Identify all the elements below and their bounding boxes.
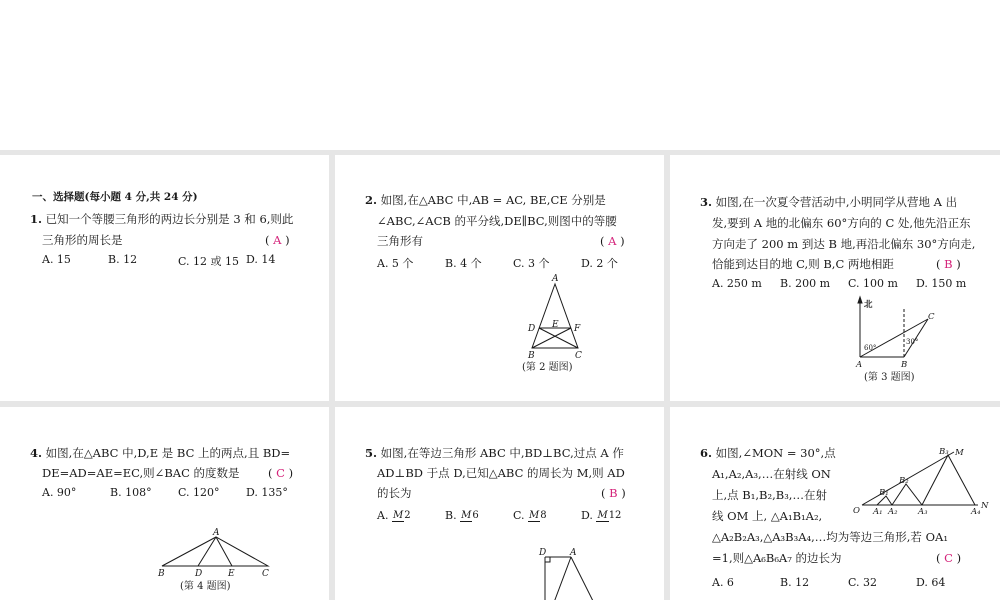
figure-2-caption: (第 2 题图): [522, 362, 573, 373]
question-1-text-2: 三角形的周长是: [42, 233, 123, 247]
question-3-answer-slot: ( B ): [936, 257, 961, 271]
option-d: D. 14: [246, 253, 276, 266]
figure-3-caption: (第 3 题图): [864, 372, 915, 383]
label-e: E: [552, 320, 559, 330]
question-3-number: 3.: [700, 195, 713, 209]
question-4-text-2: DE=AD=AE=EC,则∠BAC 的度数是: [42, 466, 240, 480]
label-e: E: [228, 569, 235, 579]
label-c: C: [928, 312, 935, 322]
question-2-answer-slot: ( A ): [600, 234, 625, 248]
label-b3: B₃: [939, 447, 949, 457]
label-n: N: [981, 501, 989, 511]
question-2-line-1: [365, 190, 606, 210]
question-6-figure: [850, 443, 990, 518]
option-b: B. M6: [445, 509, 479, 522]
option-a-fraction: M2: [392, 510, 411, 521]
option-c: C. 12 或 15: [178, 255, 240, 268]
question-3-figure: [850, 293, 945, 385]
label-b1: B₁: [879, 488, 889, 498]
label-a: A: [552, 274, 559, 284]
option-c: C. 32: [848, 576, 878, 589]
question-2-answer: A: [608, 234, 617, 248]
option-a: A. 90°: [42, 486, 77, 499]
question-3-text-1: 如图,在一次夏令营活动中,小明同学从营地 A 出: [715, 195, 958, 209]
question-5-number: 5.: [365, 446, 378, 460]
question-6-text-4: 线 OM 上, △A₁B₁A₂,: [712, 509, 823, 523]
question-6-line-1: [700, 443, 836, 463]
option-b: B. 12: [108, 253, 138, 266]
question-5-text-1: 如图,在等边三角形 ABC 中,BD⊥BC,过点 A 作: [380, 446, 624, 460]
question-6-number: 6.: [700, 446, 713, 460]
question-1-answer: A: [273, 233, 282, 247]
question-1-panel: [0, 155, 329, 401]
triangle-a2b2a3: [892, 484, 922, 505]
label-o: O: [853, 506, 860, 516]
question-4-number: 4.: [30, 446, 43, 460]
question-5-text-2: AD⊥BD 于点 D,已知△ABC 的周长为 M,则 AD: [377, 466, 625, 480]
option-a: A. 5 个: [377, 257, 414, 270]
question-1-options: [42, 253, 275, 269]
label-a1: A₁: [873, 507, 883, 517]
option-c-fraction: M8: [529, 510, 547, 521]
option-d-fraction: M12: [597, 510, 622, 521]
option-a: A. 250 m: [712, 277, 762, 290]
question-1-text-1: 已知一个等腰三角形的两边长分别是 3 和 6,则此: [45, 212, 294, 226]
question-3-answer: B: [944, 257, 953, 271]
triangle-abc: [532, 284, 578, 348]
question-2-text-1: 如图,在△ABC 中,AB = AC, BE,CE 分别是: [380, 193, 606, 207]
north-arrow-icon: [858, 297, 862, 303]
figure-4-caption: (第 4 题图): [180, 581, 231, 592]
option-a: A. 15: [42, 253, 71, 266]
question-6-text-2: A₁,A₂,A₃,…在射线 ON: [712, 467, 831, 481]
question-4-figure: [150, 525, 275, 597]
question-6-answer: C: [944, 551, 953, 565]
question-6-text-6: =1,则△A₆B₆A₇ 的边长为: [712, 551, 842, 565]
question-3-options: [712, 277, 966, 290]
option-d: D. 2 个: [581, 257, 618, 270]
question-5-panel: [335, 407, 664, 600]
question-3-text-2: 发,要到 A 地的北偏东 60°方向的 C 处,他先沿正东: [712, 216, 971, 230]
label-b2: B₂: [899, 476, 909, 486]
section-header: 一、选择题(每小题 4 分,共 24 分): [32, 191, 198, 203]
option-c: C. M8: [513, 509, 547, 522]
question-2-options: [377, 255, 618, 271]
question-4-panel: [0, 407, 329, 600]
question-1-line-1: [30, 209, 293, 229]
label-north: 北: [864, 300, 873, 310]
question-5-text-3: 的长为: [377, 486, 412, 500]
question-1-number: 1.: [30, 212, 43, 226]
question-5-line-1: [365, 443, 624, 463]
question-6-text-3: 上,点 B₁,B₂,B₃,…在射: [712, 488, 827, 502]
option-b: B. 200 m: [780, 277, 830, 290]
question-1-answer-slot: ( A ): [265, 233, 290, 247]
label-b: B: [901, 360, 908, 370]
label-a3: A₃: [918, 507, 928, 517]
label-a: A: [570, 548, 577, 558]
label-d: D: [195, 569, 203, 579]
question-2-text-2: ∠ABC,∠ACB 的平分线,DE∥BC,则图中的等腰: [377, 214, 617, 228]
label-a4: A₄: [971, 507, 981, 517]
label-angle-30: 30°: [906, 338, 919, 346]
question-5-answer-slot: ( B ): [601, 486, 626, 500]
label-d: D: [528, 324, 536, 334]
question-4-line-1: [30, 443, 290, 463]
question-3-line-1: [700, 192, 957, 212]
question-4-options: [42, 486, 288, 499]
question-4-text-1: 如图,在△ABC 中,D,E 是 BC 上的两点,且 BD=: [45, 446, 291, 460]
option-a: A. 6: [712, 576, 734, 589]
option-b-fraction: M6: [461, 510, 479, 521]
question-6-text-5: △A₂B₂A₃,△A₃B₃A₄,…均为等边三角形,若 OA₁: [712, 530, 948, 544]
segment-ab: [553, 557, 571, 600]
option-b: B. 12: [780, 576, 810, 589]
option-c: C. 100 m: [848, 277, 898, 290]
question-5-answer: B: [609, 486, 618, 500]
option-c: C. 120°: [178, 486, 220, 499]
triangle-a3b3a4: [922, 455, 975, 505]
option-d: D. M12: [581, 509, 622, 522]
label-b: B: [528, 351, 535, 361]
label-a: A: [213, 528, 220, 538]
triangle-abc: [162, 537, 268, 566]
question-3-text-3: 方向走了 200 m 到达 B 地,再沿北偏东 30°方向走,: [712, 237, 976, 251]
question-6-text-1: 如图,∠MON = 30°,点: [715, 446, 836, 460]
question-5-figure: [533, 545, 613, 600]
label-d: D: [539, 548, 547, 558]
option-a: A. M2: [377, 509, 411, 522]
label-f: F: [574, 324, 581, 334]
option-d: D. 135°: [246, 486, 288, 499]
option-d: D. 64: [916, 576, 946, 589]
question-6-answer-slot: ( C ): [936, 551, 962, 565]
question-4-answer: C: [276, 466, 285, 480]
question-2-panel: [335, 155, 664, 401]
option-d: D. 150 m: [916, 277, 967, 290]
label-a2: A₂: [888, 507, 898, 517]
label-angle-60: 60°: [864, 344, 877, 352]
option-c: C. 3 个: [513, 257, 550, 270]
question-2-number: 2.: [365, 193, 378, 207]
question-4-answer-slot: ( C ): [268, 466, 294, 480]
option-b: B. 4 个: [445, 257, 482, 270]
label-m: M: [955, 448, 964, 458]
label-a: A: [856, 360, 863, 370]
question-5-options: [377, 509, 621, 522]
question-6-options: [712, 576, 945, 589]
question-3-panel: [670, 155, 1000, 401]
question-2-text-3: 三角形有: [377, 234, 423, 248]
label-c: C: [575, 351, 582, 361]
question-3-text-4: 恰能到达目的地 C,则 B,C 两地相距: [712, 257, 894, 271]
label-c: C: [262, 569, 269, 579]
segment-ac: [571, 557, 595, 600]
option-b: B. 108°: [110, 486, 152, 499]
question-2-figure: [510, 270, 610, 375]
label-b: B: [158, 569, 165, 579]
question-6-panel: [670, 407, 1000, 600]
